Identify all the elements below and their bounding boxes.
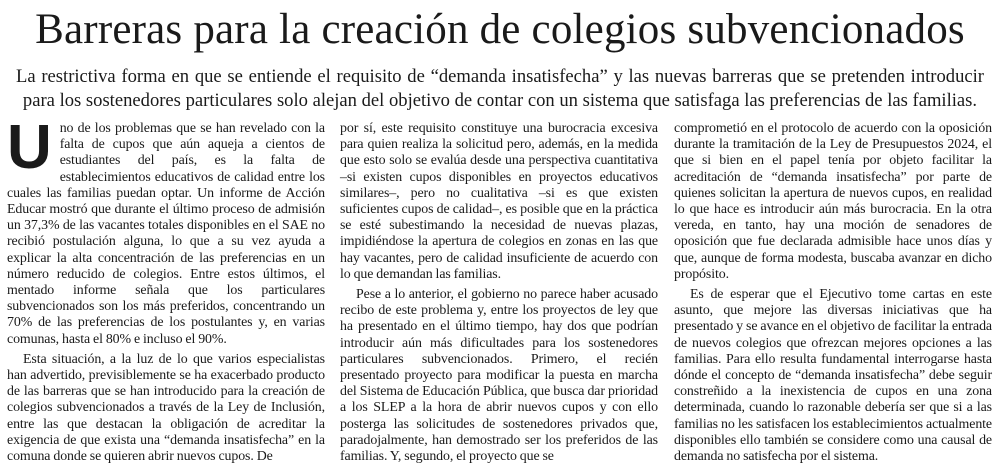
column-1 (7, 113, 325, 465)
deck-summary: La restrictiva forma en que se entiende el requisito de “demanda insatisfecha” y las nuevas barreras que se pretenden introducir para los sostenedores particulares solo alejan del objetivo de contar con un sistema que satisfaga las preferencias de las familias. (16, 66, 984, 111)
paragraph-text: no de los problemas que se han revelado con la falta de cupos que aún aqueja a cientos de estudiantes del país, es la falta de establecimientos educativos de calidad entre los cuales las familias puedan optar. Un informe de Acción Educar mostró que durante el último proceso de admisión un 37,3% de las vacantes totales disponibles en el SAE no recibió postulación alguna, lo que a su vez ayuda a explicar la alta concentración de las preferencias en un número reducido de colegios. Entre estos últimos, el mentado informe señala que los particulares subvencionados son los más preferidos, concentrando un 70% de las preferencias de los postulantes y, en varias comunas, hasta el 80% e incluso el 90%. (7, 121, 325, 347)
paragraph: Es de esperar que el Ejecutivo tome cartas en este asunto, que mejore las diversas iniciativas que ha presentado y se avance en el objetivo de facilitar la entrada de nuevos colegios que ofrezcan mejores opciones a las familias. Para ello resulta fundamental interrogarse hasta dónde el concepto de “demanda insatisfecha” debe seguir constreñido a la inexistencia de cupos en una zona determinada, cuando lo razonable debería ser que si a las familias no les satisfacen los establecimientos actualmente disponibles ello también se considere como una causal de demanda no satisfecha por el sistema. (674, 287, 992, 465)
column-3 (674, 121, 992, 465)
paragraph: Pese a lo anterior, el gobierno no parece haber acusado recibo de este problema y, entre los proyectos de ley que ha presentado en el último tiempo, hay dos que podrían introducir aún más dificultades para los sostenedores particulares subvencionados. Primero, el recién presentado proyecto para modificar la puesta en marcha del Sistema de Educación Pública, que busca dar prioridad a los SLEP a la hora de abrir nuevos cupos y con ello posterga las solicitudes de sostenedores privados que, paradojalmente, han demostrado ser los preferidos de las familias. Y, segundo, el proyecto que se (340, 287, 658, 465)
paragraph (7, 113, 325, 348)
paragraph: comprometió en el protocolo de acuerdo con la oposición durante la tramitación de la Ley de Presupuestos 2024, el que si bien en el papel tenía por objeto facilitar la acreditación de “demanda insatisfecha” por parte de quienes solicitan la apertura de nuevos cupos, en realidad lo que hace es introducir aún más burocracia. En la otra vereda, en tanto, hay una moción de senadores de oposición que fue declarada admisible hace unos días y que, aunque de forma modesta, buscaba avanzar en dicho propósito. (674, 121, 992, 282)
column-2 (340, 121, 658, 465)
drop-cap: U (7, 113, 52, 182)
paragraph: por sí, este requisito constituye una burocracia excesiva para quien realiza la solicitud pero, además, en la medida que esto solo se evalúa desde una perspectiva cuantitativa –si existen cupos disponibles en proyectos educativos similares–, pero no cualitativa –si es que existen suficientes cupos de calidad–, es posible que en la práctica se esté subestimando la necesidad de nuevas plazas, impidiéndose la apertura de colegios en zonas en las que hay vacantes, pero de calidad insuficiente de acuerdo con lo que demandan las familias. (340, 121, 658, 282)
headline: Barreras para la creación de colegios subvencionados (35, 6, 965, 53)
paragraph: Esta situación, a la luz de lo que varios especialistas han advertido, previsiblemente se ha exacerbado producto de las barreras que se han introducido para la creación de colegios subvencionados a través de la Ley de Inclusión, entre las que destacan la obligación de acreditar la exigencia de que exista una “demanda insatisfecha” en la comuna donde se quieren abrir nuevos cupos. De (7, 351, 325, 465)
